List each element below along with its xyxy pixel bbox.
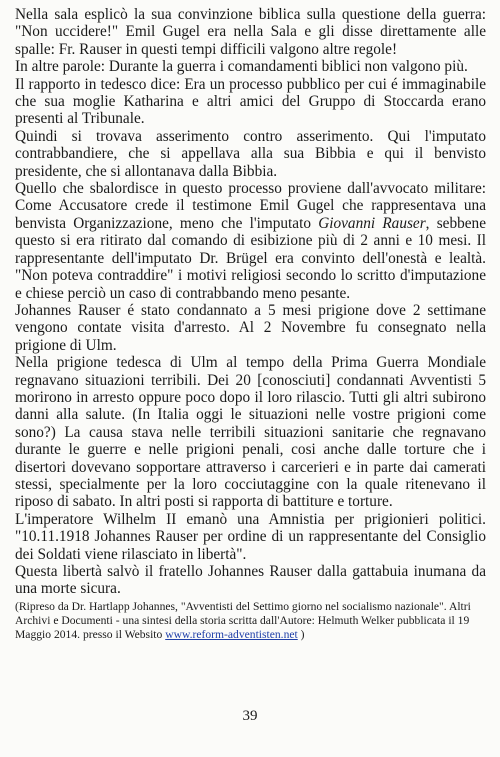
page-number: 39 xyxy=(242,708,258,724)
italic-name: Giovanni Rauser xyxy=(318,214,426,232)
paragraph-8: L'imperatore Wilhelm II emanò una Amnistia per prigionieri politici. "10.11.1918 Johannes Rauser per ordine di un rappresentante del Consiglio dei Soldati viene rilasciato in libertà". xyxy=(15,510,486,563)
source-text: (Ripreso da Dr. Hartlapp Johannes, "Avventisti del Settimo giorno nel socialismo nazionale". Altri Archivi e Documenti - una sintesi della storia scritta dall'Autore: Helmuth Welker pubblicata il 19 Maggio 2014. presso il Websito xyxy=(15,599,471,641)
paragraph-6: Johannes Rauser é stato condannato a 5 mesi prigione dove 2 settimane vengono contate visita d'arresto. Al 2 Novembre fu consegnato nella prigione di Ulm. xyxy=(15,301,486,354)
source-closing: ) xyxy=(297,627,305,641)
source-citation xyxy=(15,600,486,642)
paragraph-9: Questa libertà salvò il fratello Johannes Rauser dalla gattabuia inumana da una morte sicura. xyxy=(15,563,486,598)
page-body xyxy=(15,6,486,642)
paragraph-2: In altre parole: Durante la guerra i comandamenti biblici non valgono più. xyxy=(15,58,468,76)
paragraph-1: Nella sala esplicò la sua convinzione biblica sulla questione della guerra: "Non uccidere!" Emil Gugel era nella Sala e gli disse direttamente alle spalle: Fr. Rauser in questi tempi difficili valgono altre regole! xyxy=(15,6,486,58)
paragraph-7: Nella prigione tedesca di Ulm al tempo della Prima Guerra Mondiale regnavano situazioni terribili. Dei 20 [conosciuti] condannati Avventisti 5 morirono in arresto oppure poco dopo il loro rilascio. Tutti gli altri subirono danni alla salute. (In Italia oggi le situazioni nelle vostre prigioni come sono?) La causa stava nelle terribili situazioni sanitarie che regnavano durante le guerre e nelle prigioni penali, cosi anche dalle torture che i disertori dovevano sopportare attraverso i carcerieri e in parte dai camerati stessi, specialmente per la loro cocciutaggine con la quale ritenevano il riposo di sabato. In altri posti si rapporta di battiture e torture. xyxy=(15,354,486,511)
website-link[interactable]: www.reform-adventisten.net xyxy=(165,627,298,641)
paragraph-5: Quello che sbalordisce in questo processo proviene dall'avvocato militare: Come Accusatore crede il testimone Emil Gugel che rappresentava una benvista Organizzazione, meno che l'imputato Giovanni Rauser, sebbene questo si era ritirato dal comando di esibizione più di 2 anni e 10 mesi. Il rappresentante dell'imputato Dr. Brügel era convinto dell'onestà e lealtà. "Non poteva contraddire" i motivi religiosi secondo lo scritto d'imputazione e chiese perciò un caso di contrabbando meno pesante. xyxy=(15,180,486,302)
paragraph-4: Quindi si trovava asserimento contro asserimento. Qui l'imputato contrabbandiere, che si appellava alla sua Bibbia e qui il benvisto presidente, che si allontanava dalla Bibbia. xyxy=(15,127,486,180)
paragraph-3: Il rapporto in tedesco dice: Era un processo pubblico per cui é immaginabile che sua moglie Katharina e altri amici del Gruppo di Stoccarda erano presenti al Tribunale. xyxy=(15,75,486,128)
